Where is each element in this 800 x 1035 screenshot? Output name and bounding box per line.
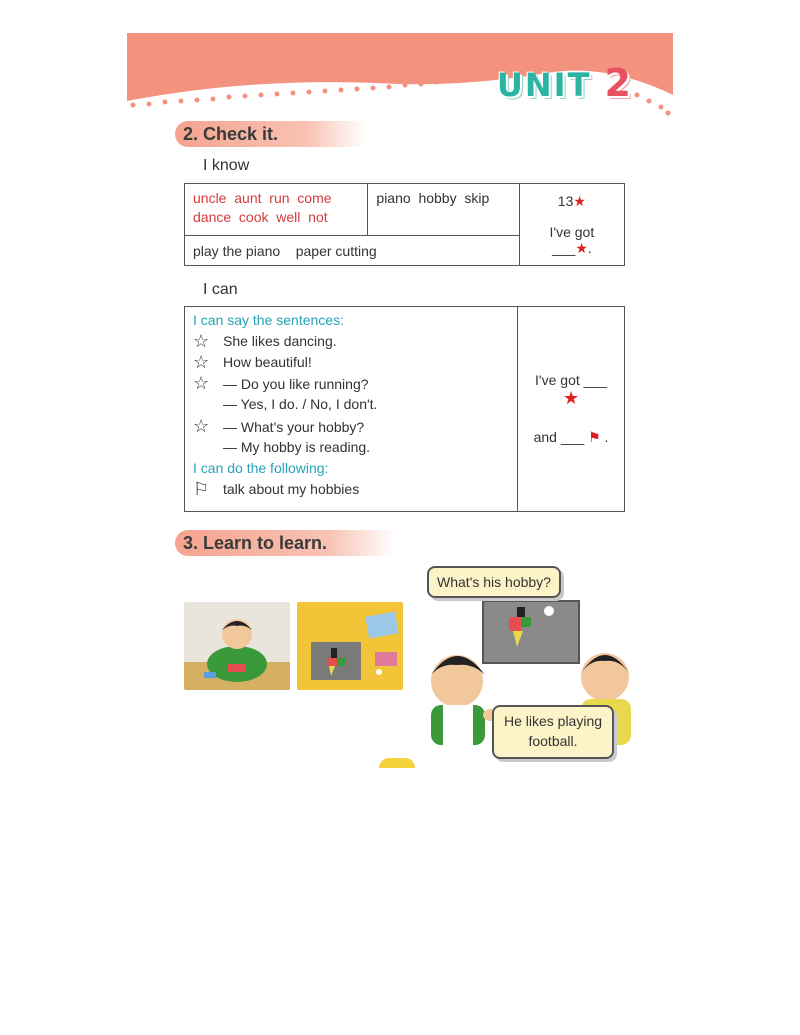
paper-cutting-illustration bbox=[297, 602, 403, 690]
words-row-1: uncle aunt run come bbox=[193, 190, 332, 206]
unit-number: 2 bbox=[604, 61, 633, 105]
i-can-label: I can bbox=[203, 281, 238, 298]
score-cell: 13★ I've got ___★. bbox=[519, 184, 624, 266]
list-item: ☆ She likes dancing. bbox=[193, 331, 337, 351]
red-flag-icon: ⚑ bbox=[588, 429, 601, 445]
list-item: ☆ — Do you like running? — Yes, I do. / No, I don't. bbox=[193, 373, 378, 412]
star-outline-icon: ☆ bbox=[193, 331, 210, 351]
red-star-icon: ★ bbox=[562, 388, 580, 408]
list-item: ☆ How beautiful! bbox=[193, 352, 312, 372]
got-text: I've got ___ bbox=[535, 372, 607, 388]
boy-crafting-illustration bbox=[184, 602, 290, 690]
flag-outline-icon: ⚐ bbox=[193, 479, 210, 499]
phrases: play the piano paper cutting bbox=[193, 242, 377, 259]
page-number-tab bbox=[379, 758, 415, 768]
section-3-heading: 3. Learn to learn. bbox=[175, 530, 395, 556]
got-text: I've got ___ bbox=[549, 223, 595, 256]
unit-title bbox=[497, 61, 633, 105]
textbook-page bbox=[127, 33, 673, 763]
unit-word: UNIT bbox=[496, 66, 592, 104]
speech-bubble-answer: He likes playing football. bbox=[492, 705, 614, 759]
red-star-icon: ★ bbox=[575, 239, 588, 256]
phrases-cell bbox=[185, 236, 520, 266]
word-cell-black bbox=[368, 184, 519, 236]
score-number: 13 bbox=[557, 192, 574, 209]
words-col-2: piano hobby skip bbox=[376, 190, 490, 206]
i-can-list-cell bbox=[185, 307, 518, 512]
words-row-2: dance cook well not bbox=[193, 209, 328, 225]
and-text: and ___ bbox=[533, 429, 585, 445]
do-heading: I can do the following: bbox=[193, 460, 329, 476]
speech-bubble-question: What's his hobby? bbox=[427, 566, 561, 598]
red-star-icon: ★ bbox=[573, 192, 586, 209]
i-know-label: I know bbox=[203, 157, 250, 174]
i-can-score-cell: I've got ___ ★ and ___ ⚑ . bbox=[518, 307, 625, 512]
word-cell-red bbox=[185, 184, 368, 236]
i-can-table bbox=[184, 306, 625, 512]
star-outline-icon: ☆ bbox=[193, 352, 210, 372]
star-outline-icon: ☆ bbox=[193, 373, 210, 393]
section-2-heading: 2. Check it. bbox=[175, 121, 365, 147]
say-heading: I can say the sentences: bbox=[193, 312, 344, 328]
list-item: ☆ — What's your hobby? — My hobby is reading. bbox=[193, 416, 371, 455]
list-item: ⚐ talk about my hobbies bbox=[193, 479, 360, 499]
i-know-table bbox=[184, 183, 625, 266]
star-outline-icon: ☆ bbox=[193, 416, 210, 436]
